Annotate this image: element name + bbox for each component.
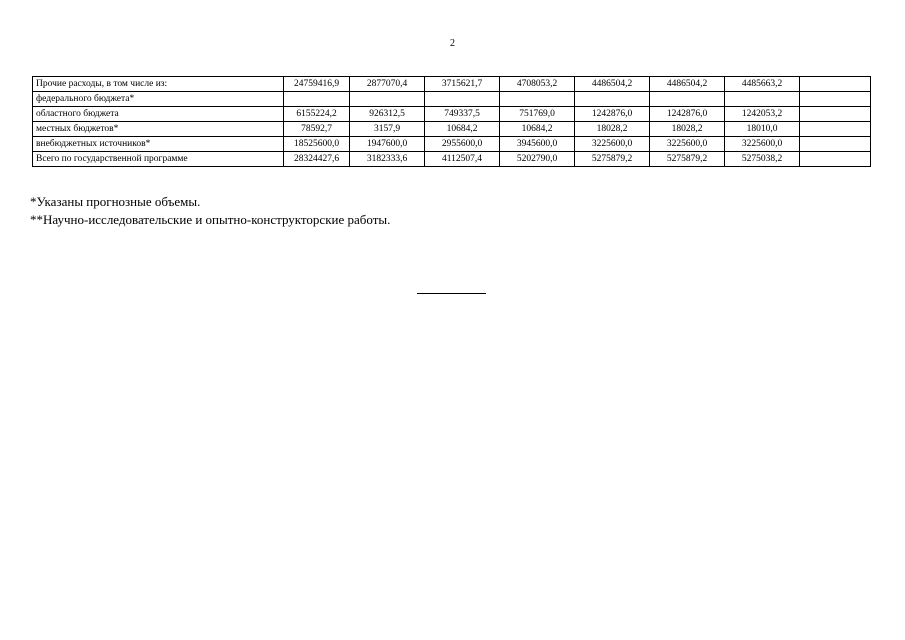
table-cell: 751769,0 — [500, 107, 575, 122]
table-cell — [425, 92, 500, 107]
table-cell — [350, 92, 425, 107]
footnote-forecast: *Указаны прогнозные объемы. — [30, 194, 201, 209]
table-cell: 2955600,0 — [425, 137, 500, 152]
table-cell: 3945600,0 — [500, 137, 575, 152]
row-label: федерального бюджета* — [33, 92, 284, 107]
table-cell — [725, 92, 800, 107]
table-cell: 1242876,0 — [575, 107, 650, 122]
table-row — [33, 107, 871, 122]
table-cell: 749337,5 — [425, 107, 500, 122]
table-cell: 926312,5 — [350, 107, 425, 122]
table-cell: 2877070,4 — [350, 77, 425, 92]
table-cell: 5202790,0 — [500, 152, 575, 167]
table-cell: 18028,2 — [575, 122, 650, 137]
table-cell — [650, 92, 725, 107]
row-label: местных бюджетов* — [33, 122, 284, 137]
table-cell: 28324427,6 — [284, 152, 350, 167]
table-cell: 4485663,2 — [725, 77, 800, 92]
table-cell: 18028,2 — [650, 122, 725, 137]
end-rule — [417, 293, 486, 294]
table-cell: 3225600,0 — [575, 137, 650, 152]
table-cell: 10684,2 — [500, 122, 575, 137]
table-cell: 3157,9 — [350, 122, 425, 137]
row-label: внебюджетных источников* — [33, 137, 284, 152]
table-cell — [800, 92, 871, 107]
table-cell: 4112507,4 — [425, 152, 500, 167]
table-cell — [284, 92, 350, 107]
table-cell: 3225600,0 — [725, 137, 800, 152]
table-row — [33, 152, 871, 167]
table-cell: 6155224,2 — [284, 107, 350, 122]
table-cell — [800, 122, 871, 137]
table-cell: 1242876,0 — [650, 107, 725, 122]
table-row — [33, 137, 871, 152]
page-number: 2 — [450, 38, 455, 49]
table-row — [33, 77, 871, 92]
table-row — [33, 122, 871, 137]
footnotes — [30, 193, 390, 229]
table-cell — [575, 92, 650, 107]
table-cell: 4708053,2 — [500, 77, 575, 92]
table-cell — [800, 152, 871, 167]
table-cell: 24759416,9 — [284, 77, 350, 92]
table-row — [33, 92, 871, 107]
table-cell — [800, 107, 871, 122]
table-cell — [500, 92, 575, 107]
table-cell: 18010,0 — [725, 122, 800, 137]
table-cell: 10684,2 — [425, 122, 500, 137]
row-label: Всего по государственной программе — [33, 152, 284, 167]
table-cell — [800, 137, 871, 152]
table-cell: 3715621,7 — [425, 77, 500, 92]
table-cell: 3225600,0 — [650, 137, 725, 152]
table-cell: 1242053,2 — [725, 107, 800, 122]
footnote-rnd: **Научно-исследовательские и опытно-конструкторские работы. — [30, 212, 391, 227]
table-cell: 4486504,2 — [650, 77, 725, 92]
budget-table — [32, 76, 871, 167]
table-cell — [800, 77, 871, 92]
table-cell: 5275879,2 — [575, 152, 650, 167]
row-label: Прочие расходы, в том числе из: — [33, 77, 284, 92]
table-cell: 5275879,2 — [650, 152, 725, 167]
table-cell: 5275038,2 — [725, 152, 800, 167]
table-cell: 4486504,2 — [575, 77, 650, 92]
table-cell: 78592,7 — [284, 122, 350, 137]
table-cell: 18525600,0 — [284, 137, 350, 152]
table-cell: 1947600,0 — [350, 137, 425, 152]
table-cell: 3182333,6 — [350, 152, 425, 167]
row-label: областного бюджета — [33, 107, 284, 122]
